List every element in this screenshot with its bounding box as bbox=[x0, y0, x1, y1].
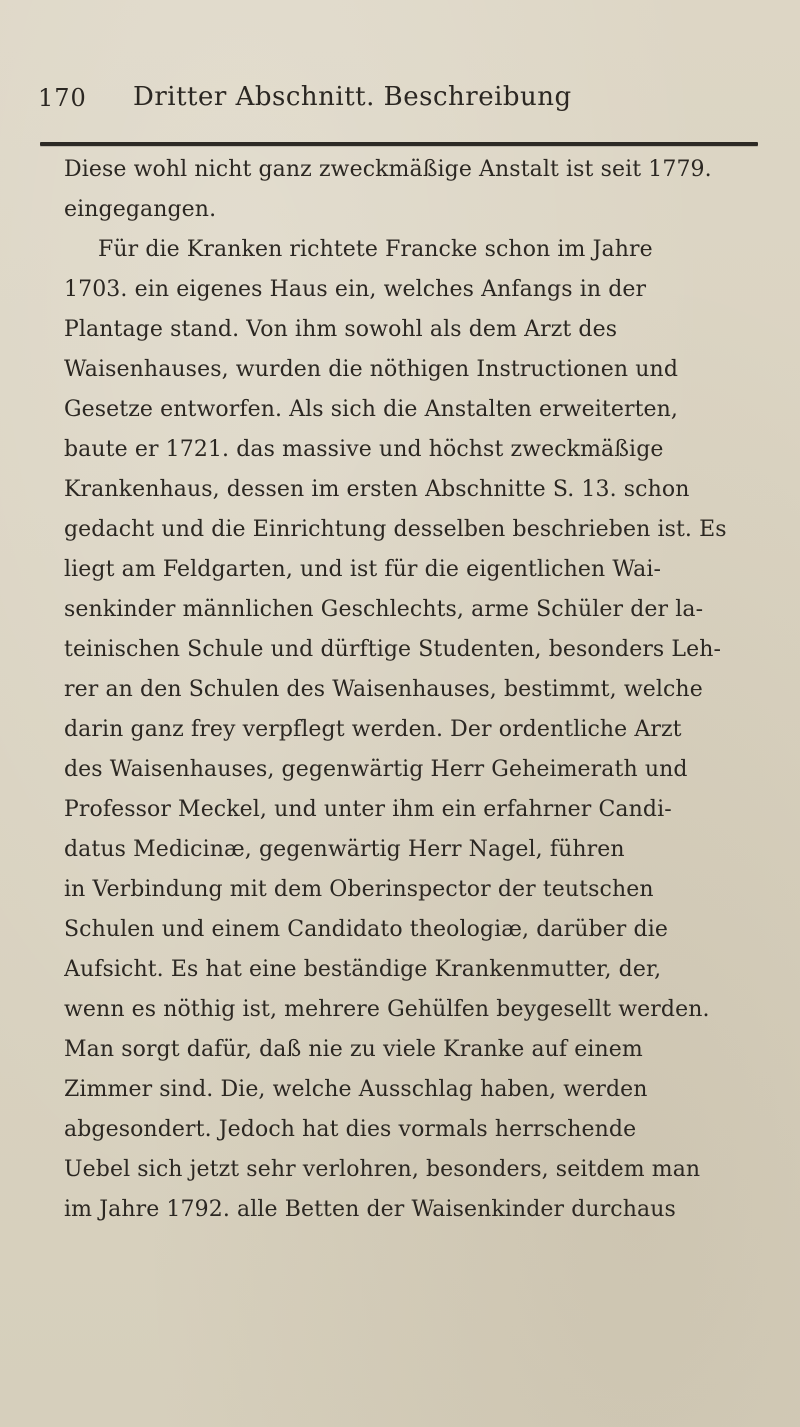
text-line: im Jahre 1792. alle Betten der Waisenkinder durchaus bbox=[64, 1197, 676, 1222]
text-line: darin ganz frey verpflegt werden. Der ordentliche Arzt bbox=[64, 717, 682, 742]
text-line: Zimmer sind. Die, welche Ausschlag haben, werden bbox=[64, 1077, 648, 1102]
text-line: Krankenhaus, dessen im ersten Abschnitte S. 13. schon bbox=[64, 477, 690, 502]
page-number: 170 bbox=[38, 84, 87, 112]
text-line: Schulen und einem Candidato theologiæ, darüber die bbox=[64, 917, 668, 942]
text-line: in Verbindung mit dem Oberinspector der teutschen bbox=[64, 877, 654, 902]
text-line: rer an den Schulen des Waisenhauses, bestimmt, welche bbox=[64, 677, 703, 702]
text-line: Plantage stand. Von ihm sowohl als dem Arzt des bbox=[64, 317, 618, 342]
text-line: wenn es nöthig ist, mehrere Gehülfen beygesellt werden. bbox=[64, 997, 710, 1022]
text-line: senkinder männlichen Geschlechts, arme Schüler der la- bbox=[64, 597, 704, 622]
text-line: Gesetze entworfen. Als sich die Anstalten erweiterten, bbox=[64, 397, 679, 422]
text-line: Waisenhauses, wurden die nöthigen Instructionen und bbox=[64, 357, 678, 382]
page-header bbox=[38, 76, 758, 116]
text-line: Professor Meckel, und unter ihm ein erfahrner Candi- bbox=[64, 797, 672, 822]
text-line: teinischen Schule und dürftige Studenten, besonders Leh- bbox=[64, 637, 722, 662]
text-line: liegt am Feldgarten, und ist für die eigentlichen Wai- bbox=[64, 557, 662, 582]
running-head: Dritter Abschnitt. Beschreibung bbox=[133, 82, 572, 112]
text-line: Man sorgt dafür, daß nie zu viele Kranke auf einem bbox=[64, 1037, 643, 1062]
text-line: des Waisenhauses, gegenwärtig Herr Geheimerath und bbox=[64, 757, 688, 782]
text-line: datus Medicinæ, gegenwärtig Herr Nagel, führen bbox=[64, 837, 625, 862]
header-rule bbox=[40, 142, 758, 146]
text-line: Uebel sich jetzt sehr verlohren, besonders, seitdem man bbox=[64, 1157, 701, 1182]
text-line: baute er 1721. das massive und höchst zweckmäßige bbox=[64, 437, 664, 462]
text-line: abgesondert. Jedoch hat dies vormals herrschende bbox=[64, 1117, 637, 1142]
text-line: gedacht und die Einrichtung desselben beschrieben ist. Es bbox=[64, 517, 727, 542]
text-line: eingegangen. bbox=[64, 197, 217, 222]
text-line: Für die Kranken richtete Francke schon im Jahre bbox=[98, 237, 653, 262]
body-text bbox=[64, 150, 764, 1230]
text-line: Aufsicht. Es hat eine beständige Krankenmutter, der, bbox=[64, 957, 662, 982]
text-line: Diese wohl nicht ganz zweckmäßige Anstalt ist seit 1779. bbox=[64, 157, 712, 182]
text-line: 1703. ein eigenes Haus ein, welches Anfangs in der bbox=[64, 277, 647, 302]
